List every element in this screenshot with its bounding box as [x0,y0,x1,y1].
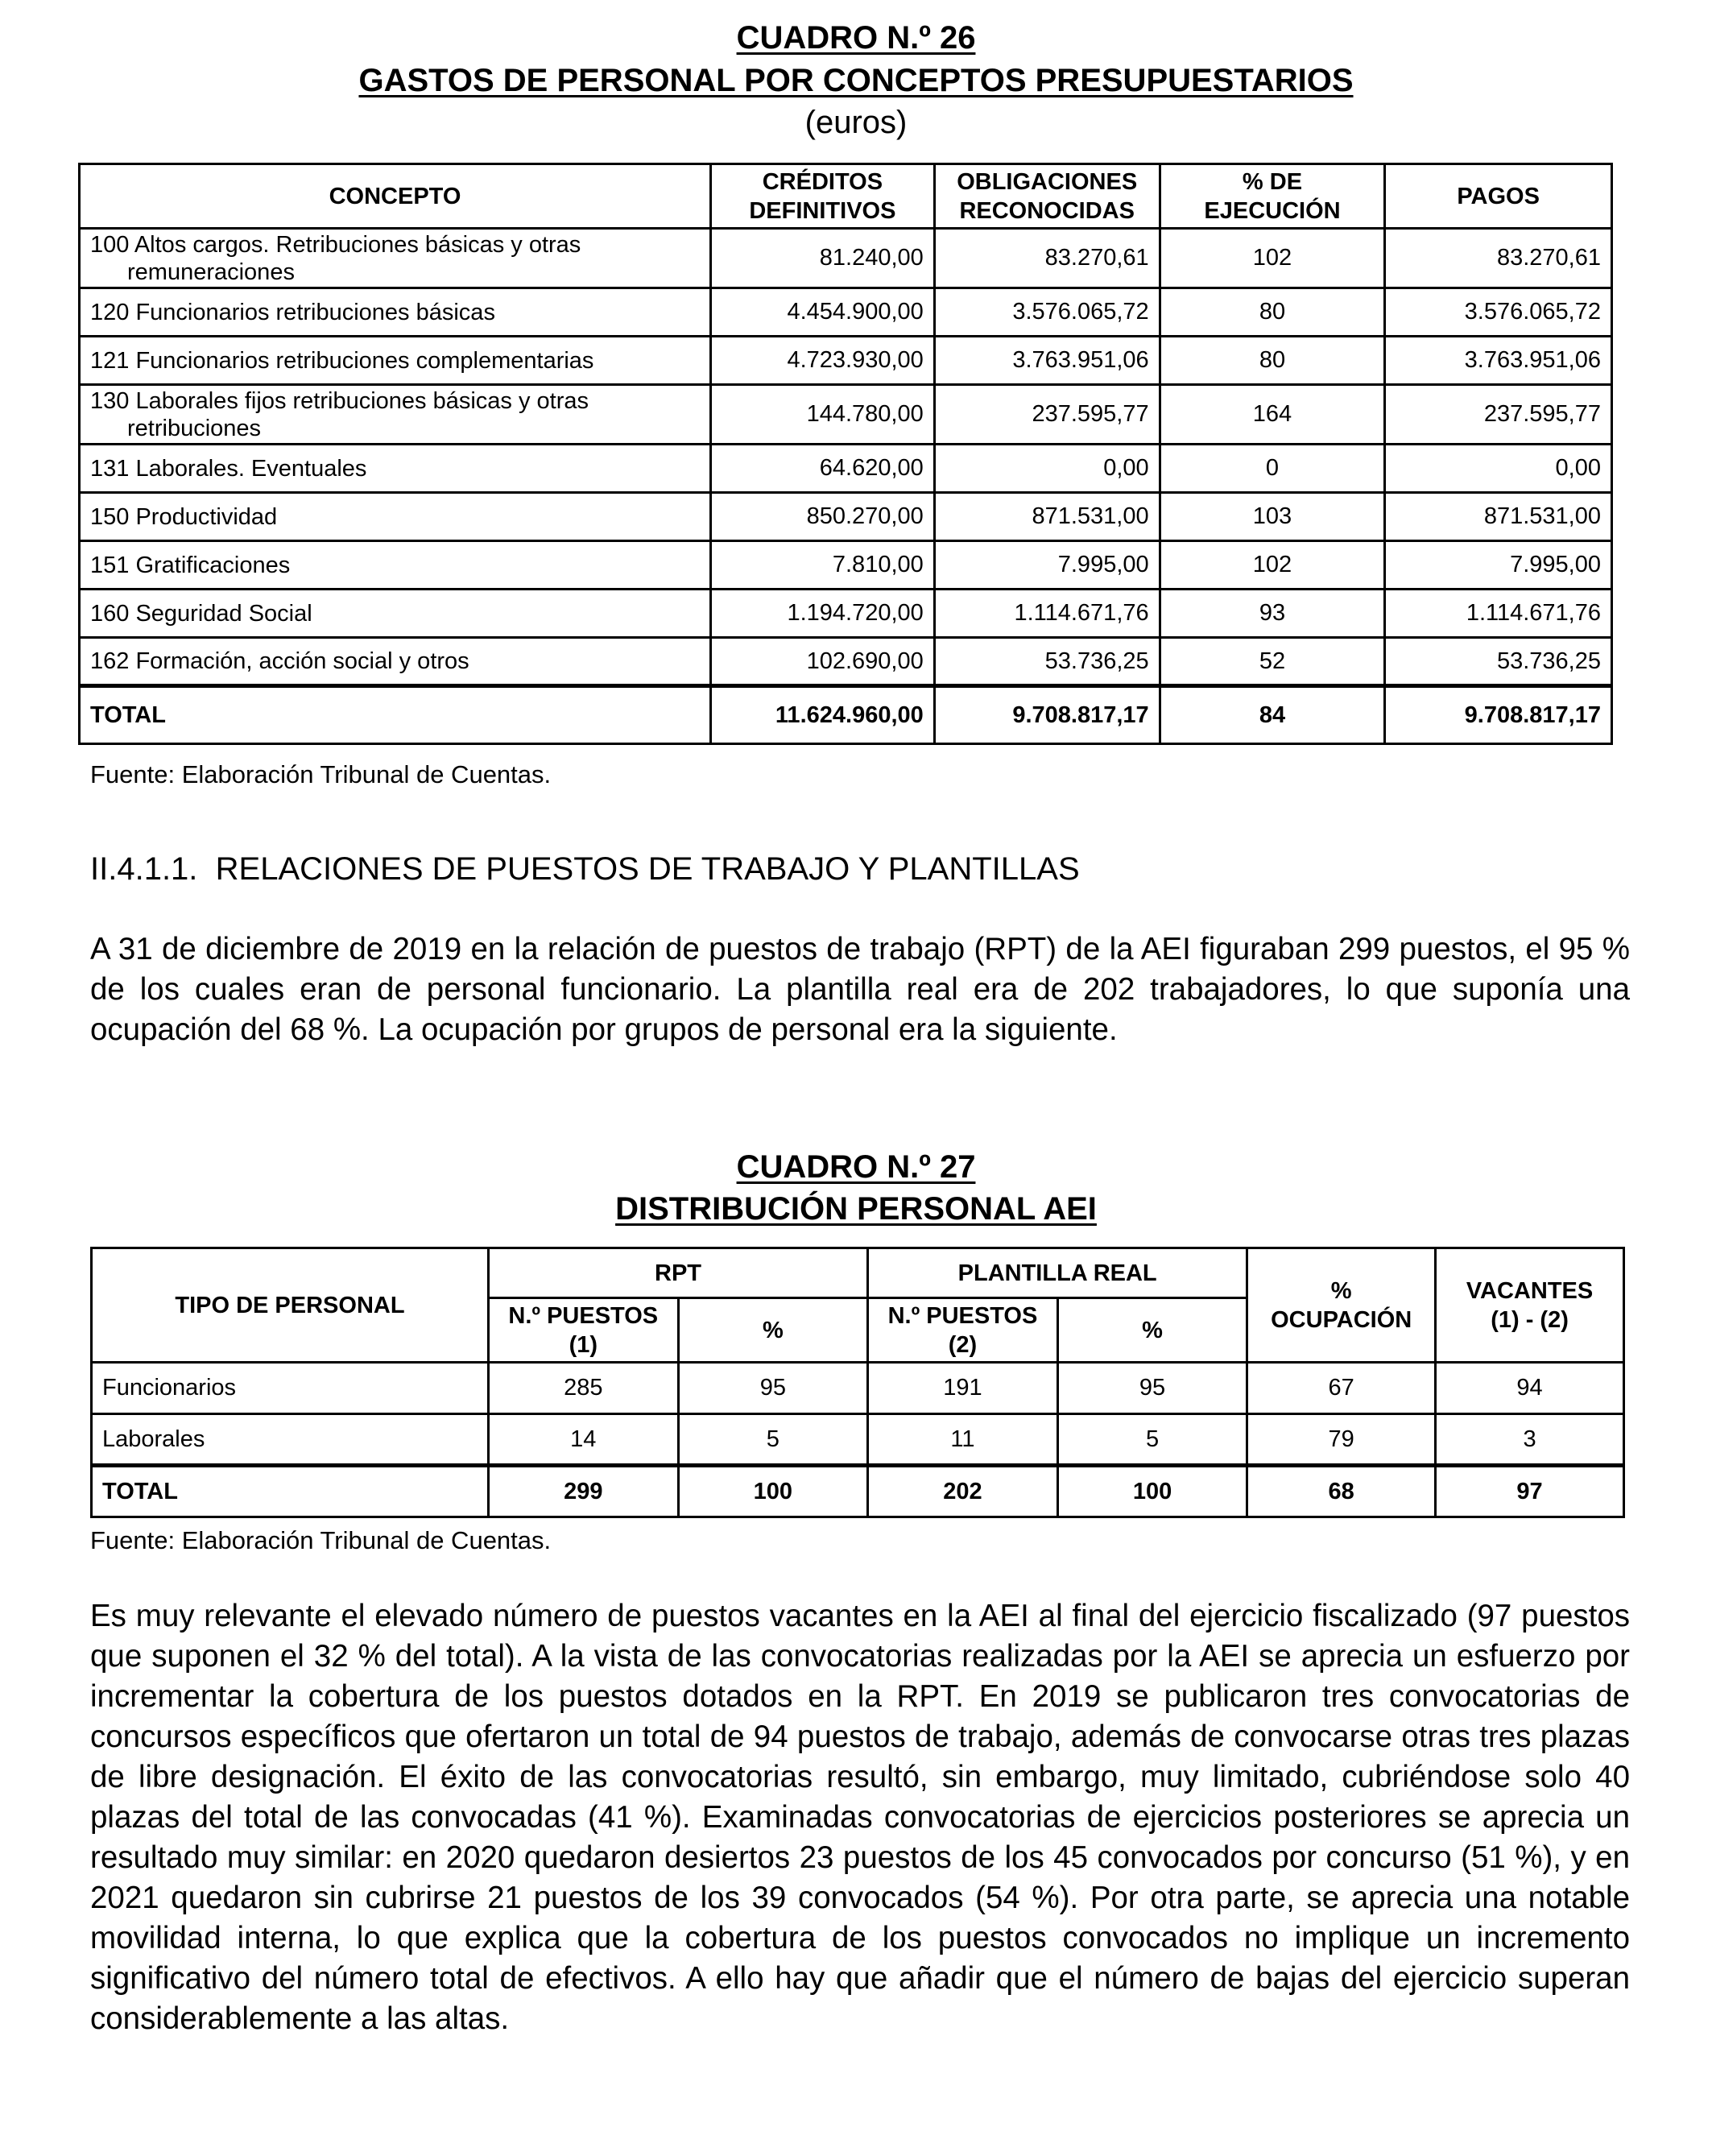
header-pagos: PAGOS [1385,164,1612,229]
ejecucion-cell: 80 [1160,337,1385,385]
table27-subtitle: DISTRIBUCIÓN PERSONAL AEI [615,1191,1097,1227]
real-puestos-cell: 191 [868,1363,1058,1414]
concept-cell: 162 Formación, acción social y otros [80,638,711,686]
table26-total-row [80,686,1612,744]
table-row [80,229,1612,288]
pagos-cell: 1.114.671,76 [1385,590,1612,638]
section-title: RELACIONES DE PUESTOS DE TRABAJO Y PLANTILLAS [215,851,1080,887]
tipo-cell: Funcionarios [92,1363,489,1414]
pagos-cell: 3.576.065,72 [1385,288,1612,337]
concept-cell: 130 Laborales fijos retribuciones básicas y otras retribuciones [80,385,711,445]
real-pct-cell: 5 [1057,1414,1247,1466]
concept-cell: 151 Gratificaciones [80,541,711,590]
table26-subtitle: GASTOS DE PERSONAL POR CONCEPTOS PRESUPUESTARIOS [358,63,1354,98]
total-real-pct: 100 [1057,1466,1247,1517]
table26-header-row [80,164,1612,229]
obligaciones-cell: 3.576.065,72 [934,288,1160,337]
creditos-cell: 7.810,00 [711,541,935,590]
table27-source: Fuente: Elaboración Tribunal de Cuentas. [90,1526,552,1554]
header-tipo: TIPO DE PERSONAL [92,1248,489,1363]
concept-cell: 131 Laborales. Eventuales [80,445,711,493]
obligaciones-cell: 3.763.951,06 [934,337,1160,385]
header-rpt: RPT [488,1248,867,1298]
table27 [90,1247,1625,1518]
obligaciones-cell: 83.270,61 [934,229,1160,288]
concept-cell: 160 Seguridad Social [80,590,711,638]
table-row [92,1414,1624,1466]
pagos-cell: 83.270,61 [1385,229,1612,288]
header-rpt-puestos: N.º PUESTOS (1) [488,1298,678,1363]
concept-cell: 100 Altos cargos. Retribuciones básicas y otras remuneraciones [80,229,711,288]
vacantes-cell: 3 [1436,1414,1624,1466]
section-heading [90,849,1080,889]
table26-title: CUADRO N.º 26 [736,20,976,56]
header-ejecucion: % DE EJECUCIÓN [1160,164,1385,229]
ocupacion-cell: 79 [1247,1414,1436,1466]
header-plantilla: PLANTILLA REAL [868,1248,1247,1298]
rpt-puestos-cell: 285 [488,1363,678,1414]
total-tipo: TOTAL [92,1466,489,1517]
table27-title: CUADRO N.º 27 [736,1149,976,1185]
creditos-cell: 144.780,00 [711,385,935,445]
table-row [80,493,1612,541]
header-vacantes: VACANTES (1) - (2) [1436,1248,1624,1363]
paragraph-intro: A 31 de diciembre de 2019 en la relación de puestos de trabajo (RPT) de la AEI figuraban 299 puestos, el 95 % de los cuales eran de personal funcionario. La plantilla real era de 202 trabajadores, lo que suponía una ocupación del 68 %. La ocupación por grupos de personal era la siguiente. [90,932,1630,1047]
section-number: II.4.1.1. [90,851,198,887]
ocupacion-cell: 67 [1247,1363,1436,1414]
total-real-puestos: 202 [868,1466,1058,1517]
table26-unit: (euros) [804,105,908,140]
table-row [80,288,1612,337]
total-ejecucion: 84 [1160,686,1385,744]
header-ocupacion: % OCUPACIÓN [1247,1248,1436,1363]
pagos-cell: 237.595,77 [1385,385,1612,445]
ejecucion-cell: 80 [1160,288,1385,337]
table-row [80,445,1612,493]
creditos-cell: 64.620,00 [711,445,935,493]
total-vacantes: 97 [1436,1466,1624,1517]
total-label: TOTAL [80,686,711,744]
header-real-pct: % [1057,1298,1247,1363]
concept-cell: 121 Funcionarios retribuciones complementarias [80,337,711,385]
table27-header-row-1 [92,1248,1624,1298]
header-concepto: CONCEPTO [80,164,711,229]
table-row [80,590,1612,638]
ejecucion-cell: 102 [1160,541,1385,590]
pagos-cell: 0,00 [1385,445,1612,493]
table26 [78,163,1613,745]
concept-cell: 120 Funcionarios retribuciones básicas [80,288,711,337]
total-rpt-pct: 100 [678,1466,867,1517]
table-row [80,638,1612,686]
pagos-cell: 3.763.951,06 [1385,337,1612,385]
table26-source: Fuente: Elaboración Tribunal de Cuentas. [90,760,552,788]
pagos-cell: 871.531,00 [1385,493,1612,541]
real-pct-cell: 95 [1057,1363,1247,1414]
table27-total-row [92,1466,1624,1517]
vacantes-cell: 94 [1436,1363,1624,1414]
ejecucion-cell: 52 [1160,638,1385,686]
header-obligaciones: OBLIGACIONES RECONOCIDAS [934,164,1160,229]
total-pagos: 9.708.817,17 [1385,686,1612,744]
real-puestos-cell: 11 [868,1414,1058,1466]
creditos-cell: 102.690,00 [711,638,935,686]
tipo-cell: Laborales [92,1414,489,1466]
header-real-puestos: N.º PUESTOS (2) [868,1298,1058,1363]
creditos-cell: 81.240,00 [711,229,935,288]
creditos-cell: 4.454.900,00 [711,288,935,337]
ejecucion-cell: 103 [1160,493,1385,541]
ejecucion-cell: 164 [1160,385,1385,445]
creditos-cell: 4.723.930,00 [711,337,935,385]
obligaciones-cell: 1.114.671,76 [934,590,1160,638]
obligaciones-cell: 53.736,25 [934,638,1160,686]
total-ocupacion: 68 [1247,1466,1436,1517]
table-row [80,541,1612,590]
total-rpt-puestos: 299 [488,1466,678,1517]
pagos-cell: 53.736,25 [1385,638,1612,686]
table-row [80,385,1612,445]
paragraph-analysis: Es muy relevante el elevado número de puestos vacantes en la AEI al final del ejercicio fiscalizado (97 puestos que suponen el 32 % del total). A la vista de las convocatorias realizadas por la AEI se aprecia un esfuerzo por incrementar la cobertura de los puestos dotados en la RPT. En 2019 se publicaron tres convocatorias de concursos específicos que ofertaron un total de 94 puestos de trabajo, además de convocarse otras tres plazas de libre designación. El éxito de las convocatorias resultó, sin embargo, muy limitado, cubriéndose solo 40 plazas del total de las convocadas (41 %). Examinadas convocatorias de ejercicios posteriores se aprecia un resultado muy similar: en 2020 quedaron desiertos 23 puestos de los 45 convocados por concurso (51 %), y en 2021 quedaron sin cubrirse 21 puestos de los 39 convocados (54 %). Por otra parte, se aprecia una notable movilidad interna, lo que explica que la cobertura de los puestos convocados no implique un incremento significativo del número total de efectivos. A ello hay que añadir que el número de bajas del ejercicio superan considerablemente a las altas. [90,1599,1630,2036]
header-rpt-pct: % [678,1298,867,1363]
total-creditos: 11.624.960,00 [711,686,935,744]
header-creditos: CRÉDITOS DEFINITIVOS [711,164,935,229]
concept-cell: 150 Productividad [80,493,711,541]
creditos-cell: 1.194.720,00 [711,590,935,638]
table-row [92,1363,1624,1414]
creditos-cell: 850.270,00 [711,493,935,541]
obligaciones-cell: 871.531,00 [934,493,1160,541]
obligaciones-cell: 0,00 [934,445,1160,493]
ejecucion-cell: 0 [1160,445,1385,493]
total-obligaciones: 9.708.817,17 [934,686,1160,744]
table-row [80,337,1612,385]
obligaciones-cell: 237.595,77 [934,385,1160,445]
rpt-pct-cell: 95 [678,1363,867,1414]
obligaciones-cell: 7.995,00 [934,541,1160,590]
ejecucion-cell: 102 [1160,229,1385,288]
rpt-pct-cell: 5 [678,1414,867,1466]
ejecucion-cell: 93 [1160,590,1385,638]
rpt-puestos-cell: 14 [488,1414,678,1466]
pagos-cell: 7.995,00 [1385,541,1612,590]
